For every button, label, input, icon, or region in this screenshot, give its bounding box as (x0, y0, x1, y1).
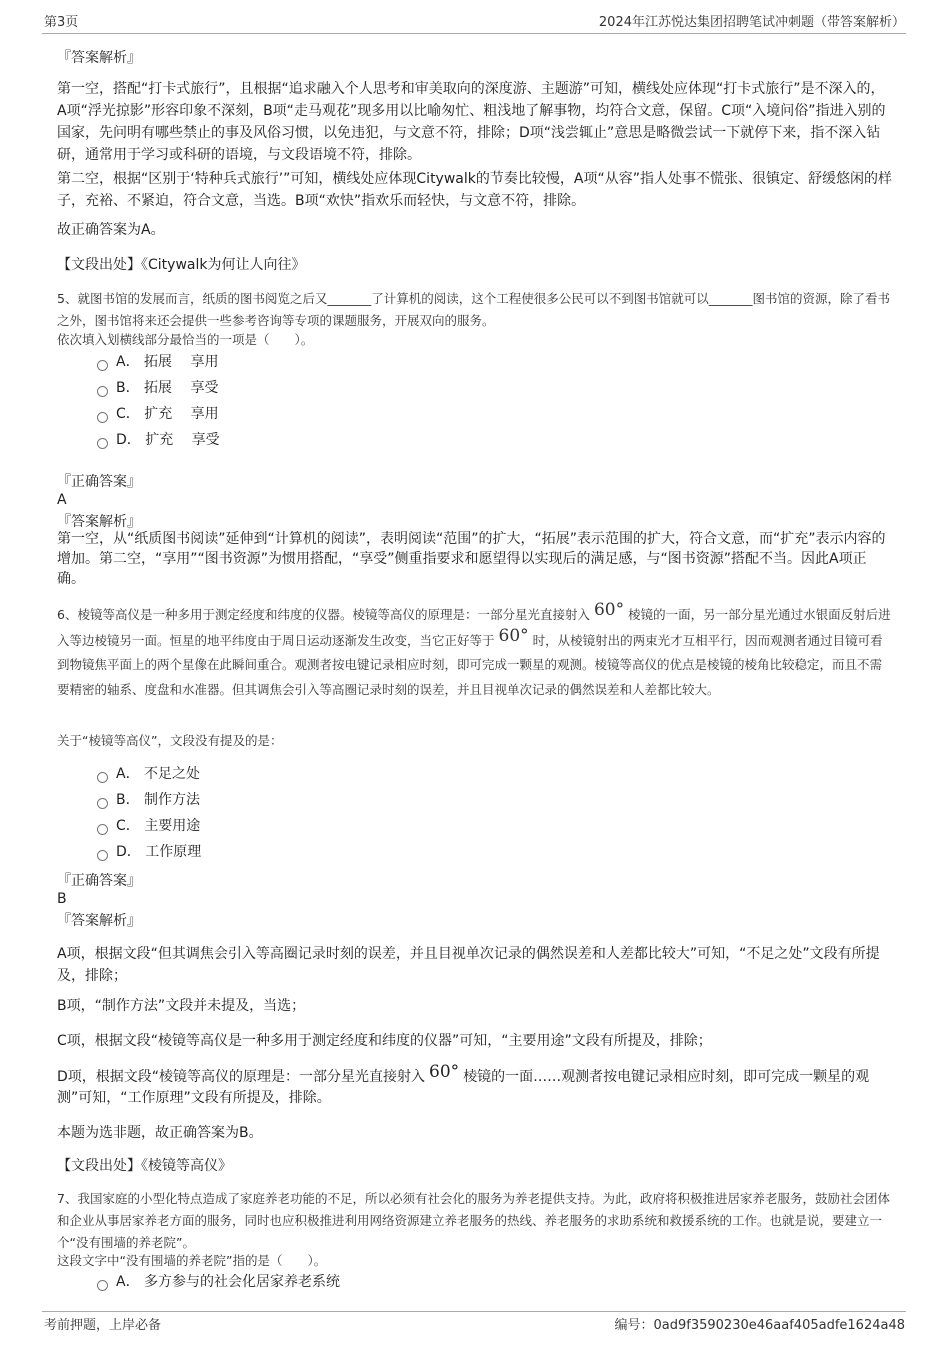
radio-icon[interactable] (97, 438, 108, 449)
question-6-prompt: 关于“棱镜等高仪”，文段没有提及的是： (57, 733, 283, 748)
page-number: 第3页 (44, 15, 79, 30)
analysis-item-c: C项，根据文段“棱镜等高仪是一种多用于测定经度和纬度的仪器”可知，“主要用途”文段有所提及，排除； (57, 1033, 712, 1049)
question-7-text: 7、我国家庭的小型化特点造成了家庭养老功能的不足，所以必须有社会化的服务为养老提供支持。为此，政府将积极推进居家养老服务，鼓励社会团体和企业从事居家养老方面的服务，同时也应积极推进利用网络资源建立养老服务的热线、养老服务的求助系统和救援系统的工作。也就是说，要建立一个“没有围墙的养老院”。 (57, 1191, 890, 1250)
option-a[interactable] (97, 352, 218, 372)
option-c[interactable] (97, 404, 219, 424)
option-label: C． 主要用途 (116, 818, 201, 834)
analysis-item-b: B项，“制作方法”文段并未提及，当选； (57, 998, 306, 1014)
text-source: 【文段出处】《Citywalk为何让人向往》 (57, 257, 306, 273)
option-c[interactable] (97, 816, 200, 836)
radio-icon[interactable] (97, 412, 108, 423)
option-label: C． 扩充 享用 (116, 406, 219, 422)
option-b[interactable] (97, 790, 200, 810)
option-label: D． 工作原理 (116, 844, 202, 860)
angle-value: 60° (593, 600, 625, 620)
option-a[interactable] (97, 1272, 340, 1292)
radio-icon[interactable] (97, 850, 108, 861)
answer-conclusion: 故正确答案为A。 (57, 222, 165, 238)
correct-answer-label: 『正确答案』 (57, 873, 141, 889)
radio-icon[interactable] (97, 772, 108, 783)
question-5-text: 5、就图书馆的发展而言，纸质的图书阅览之后又_______了计算机的阅读，这个工程使很多公民可以不到图书馆就可以_______图书馆的资源，除了看书之外，图书馆将来还会提供一些参考咨询等专项的课题服务，开展双向的服务。 (57, 291, 890, 328)
angle-value: 60° (429, 1062, 460, 1082)
analysis-paragraph: 第二空，根据“区别于‘特种兵式旅行’”可知，横线处应体现Citywalk的节奏比较慢，A项“从容”指人处事不慌张、很镇定、舒缓悠闲的样子，充裕、不紧迫，符合文意，当选。B项“欢快”指欢乐而轻快，与文意不符，排除。 (57, 171, 892, 209)
radio-icon[interactable] (97, 824, 108, 835)
option-d[interactable] (97, 842, 201, 862)
header-divider (42, 33, 906, 34)
analysis-item-d (57, 1062, 893, 1109)
analysis-item-a: A项，根据文段“但其调焦会引入等高圈记录时刻的误差，并且目视单次记录的偶然误差和人差都比较大”可知，“不足之处”文段有所提及，排除； (57, 946, 880, 984)
question-5-prompt: 依次填入划横线部分最恰当的一项是（ ）。 (57, 332, 314, 347)
option-b[interactable] (97, 378, 219, 398)
analysis-label: 『答案解析』 (57, 50, 141, 66)
footer-slogan: 考前押题，上岸必备 (44, 1318, 162, 1333)
question-7-prompt: 这段文字中“没有围墙的养老院”指的是（ ）。 (57, 1253, 327, 1268)
text-segment: 棱镜的一面……观测者按电键记录相应时刻，即可完成一颗星的观测”可知，“工作原理”文段有所提及，排除。 (57, 1069, 870, 1106)
text-segment: 时，从棱镜射出的两束光才互相平行，因而观测者通过目镜可看到物镜焦平面上的两个星像在此瞬间重合。观测者按电键记录相应时刻，即可完成一颗星的观测。棱镜等高仪的优点是棱镜的棱角比较稳定，而且不需要精密的轴系、度盘和水准器。但其调焦会引入等高圈记录时刻的误差，并且目视单次记录的偶然误差和人差都比较大。 (57, 632, 883, 697)
correct-answer: A (57, 492, 67, 508)
text-source: 【文段出处】《棱镜等高仪》 (57, 1158, 232, 1174)
radio-icon[interactable] (97, 386, 108, 397)
radio-icon[interactable] (97, 798, 108, 809)
analysis-paragraph: 第一空，搭配“打卡式旅行”，且根据“追求融入个人思考和审美取向的深度游、主题游”可知，横线处应体现“打卡式旅行”是不深入的，A项“浮光掠影”形容印象不深刻，B项“走马观花”现多用以比喻匆忙、粗浅地了解事物，均符合文意，保留。C项“入境问俗”指进入别的国家，先问明有哪些禁止的事及风俗习惯，以免违犯，与文意不符，排除；D项“浅尝辄止”意思是略微尝试一下就停下来，指不深入钻研，通常用于学习或科研的语境，与文段语境不符，排除。 (57, 81, 886, 163)
document-id: 编号：0ad9f3590230e46aaf405adfe1624a48 (614, 1318, 905, 1333)
option-d[interactable] (97, 430, 220, 450)
analysis-paragraph: 第一空，从“纸质图书阅读”延伸到“计算机的阅读”，表明阅读“范围”的扩大，“拓展”表示范围的扩大，符合文意，而“扩充”表示内容的增加。第二空，“享用”“图书资源”为惯用搭配，“享受”侧重指要求和愿望得以实现后的满足感，与“图书资源”搭配不当。因此A项正确。 (57, 531, 886, 587)
radio-icon[interactable] (97, 1280, 108, 1291)
correct-answer-label: 『正确答案』 (57, 474, 141, 490)
question-6-text (57, 602, 893, 702)
option-label: B． 拓展 享受 (116, 380, 219, 396)
analysis-label: 『答案解析』 (57, 913, 141, 929)
option-label: A． 不足之处 (116, 766, 201, 782)
angle-value: 60° (498, 625, 529, 646)
answer-conclusion: 本题为选非题，故正确答案为B。 (57, 1125, 263, 1141)
text-segment: 棱镜的一面，另一部分星光通过水银面反射后进入等边棱镜另一面。恒星的地平纬度由于周日运动逐渐发生改变，当它正好等于 (57, 607, 891, 648)
option-a[interactable] (97, 764, 200, 784)
option-label: A． 拓展 享用 (116, 354, 219, 370)
document-title: 2024年江苏悦达集团招聘笔试冲刺题（带答案解析） (598, 15, 905, 30)
correct-answer: B (57, 891, 67, 907)
text-segment: D项，根据文段“棱镜等高仪的原理是：一部分星光直接射入 (57, 1069, 426, 1085)
option-label: B． 制作方法 (116, 792, 201, 808)
footer-divider (42, 1311, 906, 1312)
option-label: A． 多方参与的社会化居家养老系统 (116, 1274, 341, 1290)
option-label: D． 扩充 享受 (116, 432, 220, 448)
text-segment: 6、棱镜等高仪是一种多用于测定经度和纬度的仪器。棱镜等高仪的原理是：一部分星光直接射入 (57, 607, 590, 622)
analysis-label: 『答案解析』 (57, 514, 141, 530)
radio-icon[interactable] (97, 360, 108, 371)
